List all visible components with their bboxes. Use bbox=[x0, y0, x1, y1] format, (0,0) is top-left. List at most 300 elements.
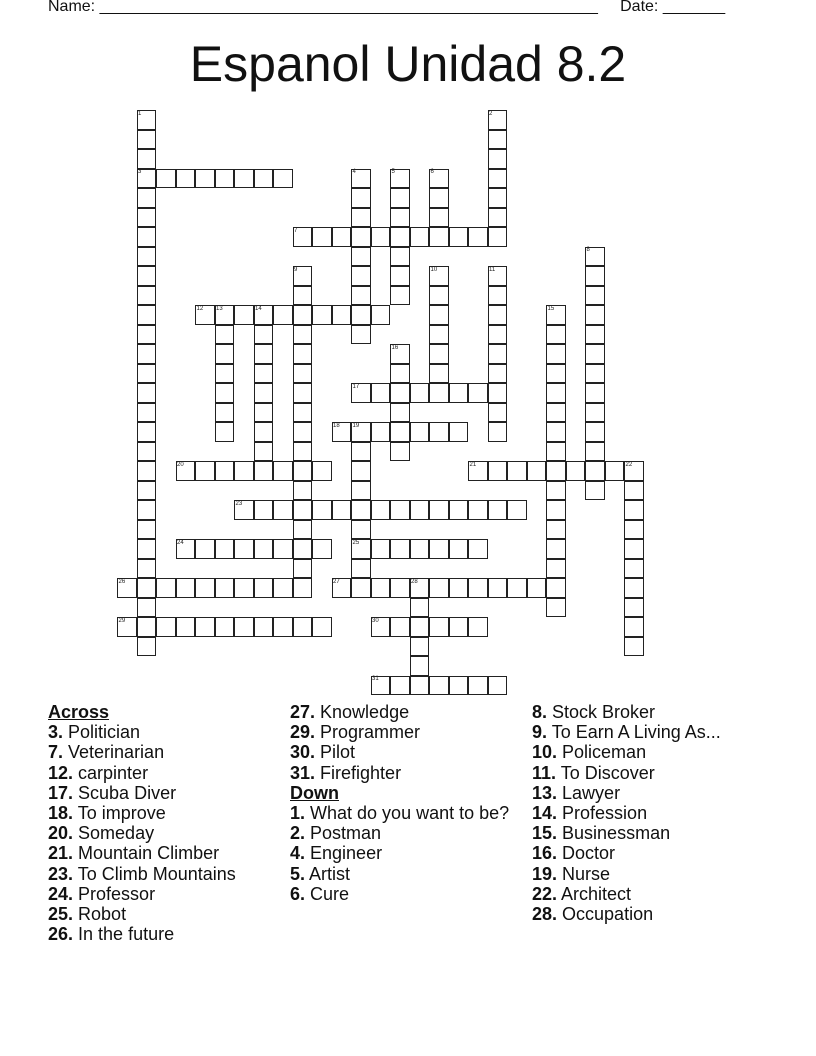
grid-cell[interactable] bbox=[273, 461, 293, 481]
grid-cell[interactable] bbox=[488, 305, 508, 325]
clue-text: Knowledge bbox=[315, 702, 410, 722]
clue-number-label: 22. bbox=[532, 883, 558, 904]
clue-text: carpinter bbox=[73, 762, 149, 783]
grid-cell[interactable] bbox=[410, 598, 430, 618]
grid-cell[interactable] bbox=[254, 617, 274, 637]
grid-cell[interactable] bbox=[429, 676, 449, 696]
grid-cell[interactable] bbox=[254, 344, 274, 364]
date-blank[interactable]: _______ bbox=[662, 0, 726, 15]
grid-cell[interactable] bbox=[371, 305, 391, 325]
clue-number: 27 bbox=[333, 578, 340, 585]
grid-cell[interactable] bbox=[351, 266, 371, 286]
clue-number-label: 9. bbox=[532, 722, 548, 743]
grid-cell[interactable] bbox=[390, 227, 410, 247]
grid-cell[interactable] bbox=[546, 403, 566, 423]
grid-cell[interactable] bbox=[468, 578, 488, 598]
grid-cell[interactable] bbox=[215, 364, 235, 384]
grid-cell[interactable] bbox=[546, 559, 566, 579]
clue-number-label: 16. bbox=[532, 843, 558, 864]
clue-item bbox=[48, 924, 278, 944]
grid-cell[interactable] bbox=[293, 344, 313, 364]
grid-cell[interactable] bbox=[488, 208, 508, 228]
grid-cell[interactable] bbox=[293, 305, 313, 325]
clue-number: 28 bbox=[411, 578, 418, 585]
grid-cell[interactable] bbox=[293, 364, 313, 384]
grid-cell[interactable] bbox=[351, 520, 371, 540]
grid-cell[interactable] bbox=[429, 305, 449, 325]
grid-cell[interactable] bbox=[585, 383, 605, 403]
grid-cell[interactable] bbox=[156, 578, 176, 598]
grid-cell[interactable] bbox=[293, 578, 313, 598]
grid-cell[interactable] bbox=[137, 266, 157, 286]
grid-cell[interactable] bbox=[254, 169, 274, 189]
grid-cell[interactable] bbox=[312, 227, 332, 247]
grid-cell[interactable] bbox=[527, 461, 547, 481]
grid-cell[interactable] bbox=[449, 676, 469, 696]
grid-cell[interactable] bbox=[254, 539, 274, 559]
grid-cell[interactable] bbox=[429, 344, 449, 364]
clue-item bbox=[532, 843, 762, 863]
clue-number-label: 30. bbox=[290, 742, 316, 763]
grid-cell[interactable] bbox=[390, 188, 410, 208]
grid-cell[interactable] bbox=[449, 500, 469, 520]
grid-cell[interactable] bbox=[585, 461, 605, 481]
clue-number: 31 bbox=[372, 676, 379, 682]
grid-cell[interactable] bbox=[137, 305, 157, 325]
grid-cell[interactable] bbox=[215, 617, 235, 637]
grid-cell[interactable] bbox=[137, 364, 157, 384]
clue-text: Mountain Climber bbox=[73, 843, 220, 864]
grid-cell[interactable] bbox=[195, 617, 215, 637]
grid-cell[interactable] bbox=[507, 500, 527, 520]
clue-number-label: 20. bbox=[48, 823, 74, 844]
clue-number-label: 17. bbox=[48, 782, 74, 803]
clue-number-label: 25. bbox=[48, 904, 74, 925]
grid-cell[interactable] bbox=[176, 169, 196, 189]
clue-text: Scuba Diver bbox=[73, 782, 177, 803]
grid-cell[interactable] bbox=[137, 149, 157, 169]
grid-cell[interactable] bbox=[137, 383, 157, 403]
grid-cell[interactable] bbox=[273, 169, 293, 189]
grid-cell[interactable] bbox=[273, 500, 293, 520]
grid-cell[interactable] bbox=[507, 461, 527, 481]
grid-cell[interactable] bbox=[137, 539, 157, 559]
grid-cell[interactable] bbox=[371, 383, 391, 403]
grid-cell[interactable] bbox=[468, 500, 488, 520]
grid-cell[interactable] bbox=[624, 637, 644, 657]
clue-text: Artist bbox=[305, 863, 351, 884]
grid-cell[interactable] bbox=[351, 461, 371, 481]
grid-cell[interactable] bbox=[488, 344, 508, 364]
grid-cell[interactable] bbox=[273, 539, 293, 559]
grid-cell[interactable] bbox=[429, 188, 449, 208]
grid-cell[interactable] bbox=[410, 500, 430, 520]
grid-cell[interactable] bbox=[293, 442, 313, 462]
clue-text: Firefighter bbox=[315, 762, 402, 783]
grid-cell[interactable] bbox=[293, 481, 313, 501]
grid-cell[interactable] bbox=[332, 227, 352, 247]
grid-cell[interactable] bbox=[585, 266, 605, 286]
clue-text: To Earn A Living As... bbox=[547, 722, 721, 743]
grid-cell[interactable] bbox=[351, 578, 371, 598]
grid-cell[interactable] bbox=[137, 227, 157, 247]
clue-number-label: 11. bbox=[532, 762, 557, 783]
grid-cell[interactable] bbox=[351, 325, 371, 345]
grid-cell[interactable] bbox=[137, 578, 157, 598]
grid-cell[interactable] bbox=[410, 637, 430, 657]
grid-cell[interactable] bbox=[546, 442, 566, 462]
grid-cell[interactable] bbox=[234, 305, 254, 325]
grid-cell[interactable] bbox=[390, 422, 410, 442]
grid-cell[interactable] bbox=[429, 364, 449, 384]
grid-cell[interactable] bbox=[566, 461, 586, 481]
clue-number: 5 bbox=[391, 169, 395, 175]
grid-cell[interactable] bbox=[137, 325, 157, 345]
grid-cell[interactable] bbox=[468, 676, 488, 696]
grid-cell[interactable] bbox=[429, 578, 449, 598]
grid-cell[interactable] bbox=[488, 286, 508, 306]
grid-cell[interactable] bbox=[449, 578, 469, 598]
grid-cell[interactable] bbox=[234, 169, 254, 189]
grid-cell[interactable] bbox=[429, 227, 449, 247]
grid-cell[interactable] bbox=[468, 539, 488, 559]
grid-cell[interactable] bbox=[137, 442, 157, 462]
grid-cell[interactable] bbox=[273, 578, 293, 598]
clue-number: 3 bbox=[138, 169, 142, 175]
grid-cell[interactable] bbox=[585, 442, 605, 462]
grid-cell[interactable] bbox=[273, 617, 293, 637]
grid-cell[interactable] bbox=[137, 130, 157, 150]
grid-cell[interactable] bbox=[293, 286, 313, 306]
clue-text: Pilot bbox=[315, 742, 356, 763]
grid-cell[interactable] bbox=[605, 461, 625, 481]
grid-cell[interactable] bbox=[624, 617, 644, 637]
clue-number-label: 14. bbox=[532, 803, 558, 824]
grid-cell[interactable] bbox=[624, 520, 644, 540]
grid-cell[interactable] bbox=[429, 617, 449, 637]
grid-cell[interactable] bbox=[624, 559, 644, 579]
grid-cell[interactable] bbox=[390, 208, 410, 228]
grid-cell[interactable] bbox=[546, 520, 566, 540]
grid-cell[interactable] bbox=[137, 500, 157, 520]
clue-text: To Discover bbox=[556, 762, 655, 783]
grid-cell[interactable] bbox=[546, 383, 566, 403]
grid-cell[interactable] bbox=[351, 208, 371, 228]
grid-cell[interactable] bbox=[488, 364, 508, 384]
grid-cell[interactable] bbox=[215, 403, 235, 423]
grid-cell[interactable] bbox=[390, 266, 410, 286]
grid-cell[interactable] bbox=[468, 227, 488, 247]
grid-cell[interactable] bbox=[234, 617, 254, 637]
clue-item bbox=[290, 864, 520, 884]
grid-cell[interactable] bbox=[137, 403, 157, 423]
grid-cell[interactable] bbox=[488, 130, 508, 150]
grid-cell[interactable] bbox=[156, 169, 176, 189]
grid-cell[interactable] bbox=[449, 227, 469, 247]
grid-cell[interactable] bbox=[624, 578, 644, 598]
grid-cell[interactable] bbox=[215, 325, 235, 345]
grid-cell[interactable] bbox=[137, 422, 157, 442]
grid-cell[interactable] bbox=[390, 247, 410, 267]
grid-cell[interactable] bbox=[293, 403, 313, 423]
clue-item bbox=[48, 763, 278, 783]
grid-cell[interactable] bbox=[215, 539, 235, 559]
grid-cell[interactable] bbox=[312, 305, 332, 325]
grid-cell[interactable] bbox=[488, 188, 508, 208]
grid-cell[interactable] bbox=[624, 481, 644, 501]
clue-number-label: 13. bbox=[532, 782, 558, 803]
grid-cell[interactable] bbox=[137, 188, 157, 208]
grid-cell[interactable] bbox=[488, 325, 508, 345]
clue-number: 10 bbox=[430, 266, 438, 273]
grid-cell[interactable] bbox=[137, 598, 157, 618]
grid-cell[interactable] bbox=[351, 286, 371, 306]
grid-cell[interactable] bbox=[176, 617, 196, 637]
grid-cell[interactable] bbox=[468, 383, 488, 403]
grid-cell[interactable] bbox=[351, 305, 371, 325]
grid-cell[interactable] bbox=[215, 578, 235, 598]
grid-cell[interactable] bbox=[254, 500, 274, 520]
clue-text: To improve bbox=[73, 803, 166, 824]
grid-cell[interactable] bbox=[449, 383, 469, 403]
grid-cell[interactable] bbox=[195, 169, 215, 189]
grid-cell[interactable] bbox=[546, 344, 566, 364]
grid-cell[interactable] bbox=[332, 305, 352, 325]
grid-cell[interactable] bbox=[137, 461, 157, 481]
grid-cell[interactable] bbox=[488, 227, 508, 247]
grid-cell[interactable] bbox=[195, 539, 215, 559]
grid-cell[interactable] bbox=[234, 461, 254, 481]
grid-cell[interactable] bbox=[351, 559, 371, 579]
grid-cell[interactable] bbox=[312, 617, 332, 637]
clue-item bbox=[48, 904, 278, 924]
grid-cell[interactable] bbox=[390, 383, 410, 403]
grid-cell[interactable] bbox=[137, 286, 157, 306]
grid-cell[interactable] bbox=[429, 325, 449, 345]
grid-cell[interactable] bbox=[390, 442, 410, 462]
grid-cell[interactable] bbox=[156, 617, 176, 637]
grid-cell[interactable] bbox=[585, 286, 605, 306]
grid-cell[interactable] bbox=[624, 500, 644, 520]
grid-cell[interactable] bbox=[410, 539, 430, 559]
grid-cell[interactable] bbox=[488, 500, 508, 520]
grid-cell[interactable] bbox=[215, 422, 235, 442]
grid-cell[interactable] bbox=[371, 578, 391, 598]
grid-cell[interactable] bbox=[312, 500, 332, 520]
clue-number: 11 bbox=[489, 266, 496, 273]
grid-cell[interactable] bbox=[176, 578, 196, 598]
grid-cell[interactable] bbox=[371, 500, 391, 520]
grid-cell[interactable] bbox=[410, 676, 430, 696]
clue-item bbox=[532, 884, 762, 904]
grid-cell[interactable] bbox=[488, 403, 508, 423]
grid-cell[interactable] bbox=[410, 383, 430, 403]
grid-cell[interactable] bbox=[585, 481, 605, 501]
clue-number: 17 bbox=[352, 383, 360, 390]
clue-number: 15 bbox=[547, 305, 555, 312]
clue-number-label: 2. bbox=[290, 823, 306, 844]
grid-cell[interactable] bbox=[390, 539, 410, 559]
grid-cell[interactable] bbox=[390, 364, 410, 384]
grid-cell[interactable] bbox=[215, 169, 235, 189]
clue-number-label: 23. bbox=[48, 863, 74, 884]
grid-cell[interactable] bbox=[351, 442, 371, 462]
grid-cell[interactable] bbox=[137, 247, 157, 267]
clue-item bbox=[48, 803, 278, 823]
grid-cell[interactable] bbox=[215, 344, 235, 364]
grid-cell[interactable] bbox=[234, 539, 254, 559]
clue-number: 30 bbox=[372, 617, 379, 624]
grid-cell[interactable] bbox=[371, 422, 391, 442]
grid-cell[interactable] bbox=[137, 637, 157, 657]
grid-cell[interactable] bbox=[546, 539, 566, 559]
grid-cell[interactable] bbox=[254, 383, 274, 403]
grid-cell[interactable] bbox=[410, 422, 430, 442]
grid-cell[interactable] bbox=[332, 500, 352, 520]
grid-cell[interactable] bbox=[254, 422, 274, 442]
grid-cell[interactable] bbox=[488, 578, 508, 598]
grid-cell[interactable] bbox=[371, 227, 391, 247]
grid-cell[interactable] bbox=[585, 364, 605, 384]
grid-cell[interactable] bbox=[293, 539, 313, 559]
grid-cell[interactable] bbox=[195, 578, 215, 598]
grid-cell[interactable] bbox=[254, 403, 274, 423]
clue-text: Robot bbox=[73, 904, 127, 925]
grid-cell[interactable] bbox=[312, 461, 332, 481]
grid-cell[interactable] bbox=[137, 520, 157, 540]
grid-cell[interactable] bbox=[390, 676, 410, 696]
clue-item bbox=[48, 722, 278, 742]
grid-cell[interactable] bbox=[390, 578, 410, 598]
clue-number: 20 bbox=[177, 461, 184, 468]
clue-number: 19 bbox=[352, 422, 360, 429]
grid-cell[interactable] bbox=[488, 461, 508, 481]
clue-number-label: 29. bbox=[290, 722, 316, 743]
grid-cell[interactable] bbox=[293, 383, 313, 403]
grid-cell[interactable] bbox=[449, 539, 469, 559]
clue-text: Lawyer bbox=[557, 782, 621, 803]
grid-cell[interactable] bbox=[137, 344, 157, 364]
grid-cell[interactable] bbox=[137, 559, 157, 579]
grid-cell[interactable] bbox=[585, 325, 605, 345]
grid-cell[interactable] bbox=[215, 461, 235, 481]
grid-cell[interactable] bbox=[293, 520, 313, 540]
grid-cell[interactable] bbox=[449, 617, 469, 637]
clue-number: 1 bbox=[138, 110, 142, 117]
grid-cell[interactable] bbox=[293, 325, 313, 345]
grid-cell[interactable] bbox=[254, 578, 274, 598]
grid-cell[interactable] bbox=[195, 461, 215, 481]
grid-cell[interactable] bbox=[293, 422, 313, 442]
grid-cell[interactable] bbox=[546, 325, 566, 345]
grid-cell[interactable] bbox=[624, 539, 644, 559]
grid-cell[interactable] bbox=[351, 481, 371, 501]
grid-cell[interactable] bbox=[429, 286, 449, 306]
grid-cell[interactable] bbox=[234, 578, 254, 598]
clue-item bbox=[532, 864, 762, 884]
grid-cell[interactable] bbox=[585, 344, 605, 364]
clue-item bbox=[532, 803, 762, 823]
clue-number-label: 5. bbox=[290, 863, 306, 884]
grid-cell[interactable] bbox=[488, 422, 508, 442]
grid-cell[interactable] bbox=[429, 383, 449, 403]
grid-cell[interactable] bbox=[624, 598, 644, 618]
grid-cell[interactable] bbox=[546, 461, 566, 481]
grid-cell[interactable] bbox=[293, 559, 313, 579]
grid-cell[interactable] bbox=[546, 422, 566, 442]
grid-cell[interactable] bbox=[527, 578, 547, 598]
grid-cell[interactable] bbox=[468, 617, 488, 637]
clue-item bbox=[48, 884, 278, 904]
grid-cell[interactable] bbox=[215, 383, 235, 403]
grid-cell[interactable] bbox=[507, 578, 527, 598]
grid-cell[interactable] bbox=[585, 305, 605, 325]
grid-cell[interactable] bbox=[488, 676, 508, 696]
grid-cell[interactable] bbox=[429, 500, 449, 520]
grid-cell[interactable] bbox=[254, 364, 274, 384]
clue-number: 16 bbox=[391, 344, 399, 351]
clue-item bbox=[48, 783, 278, 803]
grid-cell[interactable] bbox=[351, 247, 371, 267]
grid-cell[interactable] bbox=[410, 617, 430, 637]
name-blank[interactable]: ________________________________________________________ bbox=[99, 0, 598, 15]
grid-cell[interactable] bbox=[410, 227, 430, 247]
grid-cell[interactable] bbox=[254, 461, 274, 481]
clue-number: 7 bbox=[294, 227, 298, 234]
clue-number-label: 24. bbox=[48, 883, 74, 904]
grid-cell[interactable] bbox=[488, 149, 508, 169]
grid-cell[interactable] bbox=[390, 617, 410, 637]
grid-cell[interactable] bbox=[351, 227, 371, 247]
grid-cell[interactable] bbox=[137, 481, 157, 501]
grid-cell[interactable] bbox=[546, 598, 566, 618]
grid-cell[interactable] bbox=[546, 500, 566, 520]
grid-cell[interactable] bbox=[390, 500, 410, 520]
grid-cell[interactable] bbox=[585, 422, 605, 442]
grid-cell[interactable] bbox=[351, 500, 371, 520]
grid-cell[interactable] bbox=[546, 364, 566, 384]
clue-number-label: 3. bbox=[48, 722, 64, 743]
grid-cell[interactable] bbox=[137, 617, 157, 637]
grid-cell[interactable] bbox=[488, 383, 508, 403]
grid-cell[interactable] bbox=[429, 539, 449, 559]
grid-cell[interactable] bbox=[546, 578, 566, 598]
grid-cell[interactable] bbox=[429, 208, 449, 228]
clue-number-label: 8. bbox=[532, 702, 548, 722]
grid-cell[interactable] bbox=[429, 422, 449, 442]
grid-cell[interactable] bbox=[390, 286, 410, 306]
grid-cell[interactable] bbox=[390, 403, 410, 423]
grid-cell[interactable] bbox=[312, 539, 332, 559]
grid-cell[interactable] bbox=[273, 305, 293, 325]
clue-text: Businessman bbox=[557, 823, 671, 844]
grid-cell[interactable] bbox=[293, 617, 313, 637]
grid-cell[interactable] bbox=[585, 403, 605, 423]
grid-cell[interactable] bbox=[488, 169, 508, 189]
grid-cell[interactable] bbox=[351, 188, 371, 208]
grid-cell[interactable] bbox=[546, 481, 566, 501]
clue-number: 24 bbox=[177, 539, 184, 546]
grid-cell[interactable] bbox=[371, 539, 391, 559]
grid-cell[interactable] bbox=[254, 442, 274, 462]
grid-cell[interactable] bbox=[254, 325, 274, 345]
grid-cell[interactable] bbox=[449, 422, 469, 442]
grid-cell[interactable] bbox=[410, 656, 430, 676]
clue-item bbox=[532, 702, 762, 722]
grid-cell[interactable] bbox=[137, 208, 157, 228]
grid-cell[interactable] bbox=[293, 500, 313, 520]
grid-cell[interactable] bbox=[293, 461, 313, 481]
